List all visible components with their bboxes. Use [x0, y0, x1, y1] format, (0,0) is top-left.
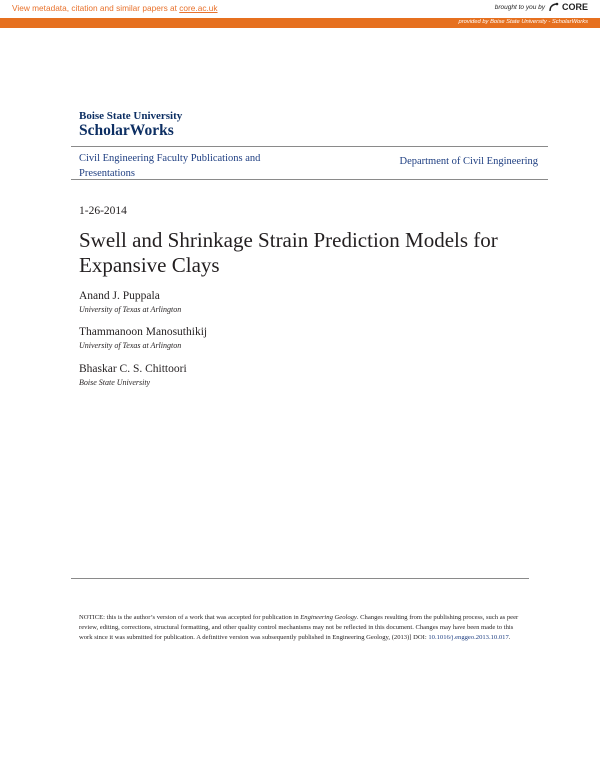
provided-by-text: provided by Boise State University - ScholarWorks [458, 19, 588, 25]
notice-part1: NOTICE: this is the author’s version of a work that was accepted for publication in [79, 614, 301, 621]
core-banner [0, 0, 600, 17]
department-link[interactable]: Department of Civil Engineering [399, 156, 538, 167]
author-affiliation: University of Texas at Arlington [79, 341, 182, 350]
brought-to-you-by [495, 2, 588, 12]
provider-bar [0, 18, 600, 28]
scholarworks-logo: ScholarWorks [79, 122, 174, 139]
collection-link[interactable]: Civil Engineering Faculty Publications and Presentations [79, 153, 261, 179]
author-affiliation: Boise State University [79, 378, 151, 387]
core-logo-text[interactable]: CORE [561, 2, 588, 12]
publication-date: 1-26-2014 [79, 205, 127, 217]
paper-title: Swell and Shrinkage Strain Prediction Models for Expansive Clays [79, 228, 498, 277]
author-name: Bhaskar C. S. Chittoori [79, 363, 187, 375]
footer-divider [71, 578, 529, 579]
brought-by-text: brought to you by [494, 3, 545, 11]
metadata-text: View metadata, citation and similar papers at [12, 3, 180, 13]
notice-end: . [508, 634, 511, 641]
top-divider [71, 146, 548, 147]
author-name: Anand J. Puppala [79, 290, 160, 302]
notice-journal: Engineering Geology [300, 614, 357, 621]
core-ac-uk-link[interactable]: core.ac.uk [179, 3, 218, 13]
author-affiliation: University of Texas at Arlington [79, 305, 182, 314]
notice-text [79, 613, 524, 643]
core-logo-icon [548, 2, 560, 12]
metadata-notice [12, 3, 218, 13]
author-name: Thammanoon Manosuthikij [79, 326, 208, 338]
notice-part2: . Changes resulting from the publishing process, such as peer review, editing, corrections, structural formatting, and other quality control mechanisms may not be reflected in this document. Changes may have been made to this work since it was submitted for publication. A definitive version was subsequently published in Engineering Geology, (2013)] DOI: [79, 614, 519, 641]
doi-link[interactable]: 10.1016/j.enggeo.2013.10.017 [428, 634, 509, 641]
institution-name: Boise State University [79, 110, 183, 122]
collection-divider [71, 179, 548, 180]
